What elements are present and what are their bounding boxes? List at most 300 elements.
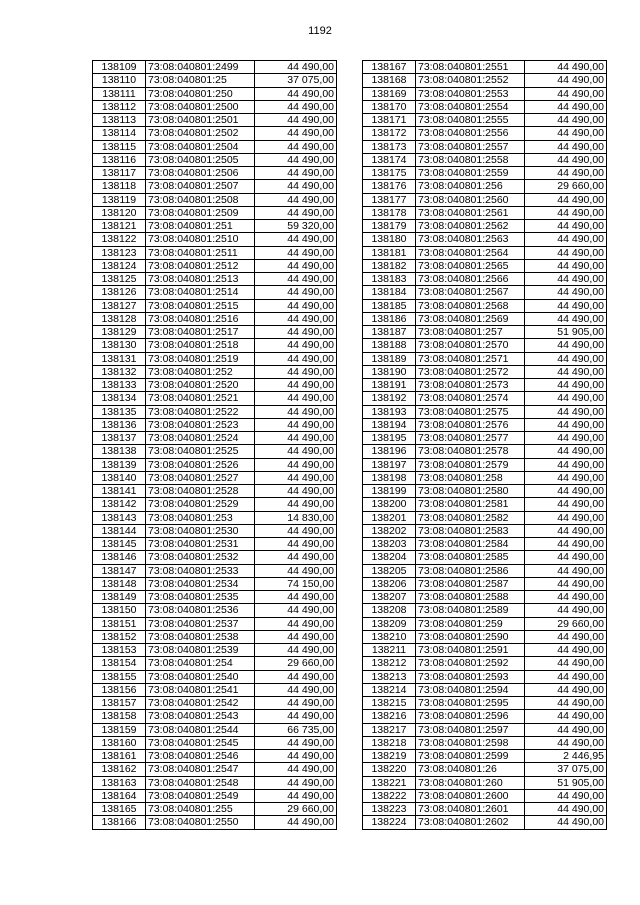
registry-table-left [92,60,337,830]
value-cell: 51 905,00 [525,776,607,789]
table-row [363,644,607,657]
table-row [93,657,337,670]
table-row [363,273,607,286]
table-row [93,524,337,537]
row-number-cell: 138221 [363,776,416,789]
row-number-cell: 138217 [363,723,416,736]
value-cell: 44 490,00 [525,233,607,246]
table-row [93,167,337,180]
value-cell: 44 490,00 [255,312,337,325]
row-number-cell: 138150 [93,604,146,617]
cadastral-number-cell: 73:08:040801:259 [416,617,525,630]
table-row [93,286,337,299]
row-number-cell: 138162 [93,763,146,776]
table-row [363,551,607,564]
row-number-cell: 138159 [93,723,146,736]
table-row [363,723,607,736]
table-row [363,445,607,458]
table-row [363,697,607,710]
table-row [93,485,337,498]
row-number-cell: 138185 [363,299,416,312]
cadastral-number-cell: 73:08:040801:2592 [416,657,525,670]
row-number-cell: 138145 [93,538,146,551]
table-row [93,683,337,696]
table-row [363,339,607,352]
cadastral-number-cell: 73:08:040801:2585 [416,551,525,564]
value-cell: 44 490,00 [525,657,607,670]
value-cell: 66 735,00 [255,723,337,736]
value-cell: 44 490,00 [255,167,337,180]
table-row [363,100,607,113]
value-cell: 44 490,00 [525,352,607,365]
cadastral-number-cell: 73:08:040801:2516 [146,312,255,325]
row-number-cell: 138210 [363,630,416,643]
row-number-cell: 138188 [363,339,416,352]
cadastral-number-cell: 73:08:040801:254 [146,657,255,670]
value-cell: 44 490,00 [255,670,337,683]
table-row [93,312,337,325]
cadastral-number-cell: 73:08:040801:2565 [416,259,525,272]
cadastral-number-cell: 73:08:040801:2547 [146,763,255,776]
cadastral-number-cell: 73:08:040801:2501 [146,114,255,127]
cadastral-number-cell: 73:08:040801:2528 [146,485,255,498]
registry-table-right [362,60,607,830]
row-number-cell: 138216 [363,710,416,723]
value-cell: 44 490,00 [255,365,337,378]
table-row [363,352,607,365]
table-row [363,803,607,816]
row-number-cell: 138118 [93,180,146,193]
cadastral-number-cell: 73:08:040801:2563 [416,233,525,246]
table-row [93,392,337,405]
table-row [363,471,607,484]
cadastral-number-cell: 73:08:040801:2564 [416,246,525,259]
table-row [93,723,337,736]
row-number-cell: 138151 [93,617,146,630]
page-number: 1192 [308,25,332,37]
row-number-cell: 138125 [93,273,146,286]
cadastral-number-cell: 73:08:040801:257 [416,326,525,339]
value-cell: 44 490,00 [525,153,607,166]
cadastral-number-cell: 73:08:040801:2519 [146,352,255,365]
cadastral-number-cell: 73:08:040801:2591 [416,644,525,657]
cadastral-number-cell: 73:08:040801:2576 [416,418,525,431]
table-row [93,577,337,590]
cadastral-number-cell: 73:08:040801:2597 [416,723,525,736]
table-row [93,538,337,551]
row-number-cell: 138127 [93,299,146,312]
cadastral-number-cell: 73:08:040801:2549 [146,789,255,802]
cadastral-number-cell: 73:08:040801:2593 [416,670,525,683]
cadastral-number-cell: 73:08:040801:2551 [416,61,525,74]
cadastral-number-cell: 73:08:040801:251 [146,220,255,233]
cadastral-number-cell: 73:08:040801:2502 [146,127,255,140]
cadastral-number-cell: 73:08:040801:2533 [146,564,255,577]
table-row [93,670,337,683]
cadastral-number-cell: 73:08:040801:2561 [416,206,525,219]
cadastral-number-cell: 73:08:040801:2599 [416,750,525,763]
table-row [93,365,337,378]
table-row [363,233,607,246]
value-cell: 44 490,00 [255,273,337,286]
table-row [93,418,337,431]
table-row [93,127,337,140]
cadastral-number-cell: 73:08:040801:2507 [146,180,255,193]
value-cell: 44 490,00 [255,498,337,511]
value-cell: 44 490,00 [525,789,607,802]
row-number-cell: 138199 [363,485,416,498]
row-number-cell: 138158 [93,710,146,723]
row-number-cell: 138219 [363,750,416,763]
row-number-cell: 138214 [363,683,416,696]
value-cell: 44 490,00 [525,379,607,392]
table-row [93,339,337,352]
cadastral-number-cell: 73:08:040801:2559 [416,167,525,180]
row-number-cell: 138166 [93,816,146,829]
row-number-cell: 138140 [93,471,146,484]
row-number-cell: 138142 [93,498,146,511]
table-row [93,445,337,458]
cadastral-number-cell: 73:08:040801:2583 [416,524,525,537]
value-cell: 44 490,00 [525,206,607,219]
row-number-cell: 138212 [363,657,416,670]
cadastral-number-cell: 73:08:040801:2545 [146,736,255,749]
cadastral-number-cell: 73:08:040801:2512 [146,259,255,272]
value-cell: 44 490,00 [525,471,607,484]
table-row [93,564,337,577]
table-row [93,74,337,87]
cadastral-number-cell: 73:08:040801:2524 [146,432,255,445]
row-number-cell: 138152 [93,630,146,643]
row-number-cell: 138160 [93,736,146,749]
table-row [363,127,607,140]
table-row [93,299,337,312]
value-cell: 44 490,00 [525,816,607,829]
cadastral-number-cell: 73:08:040801:2602 [416,816,525,829]
cadastral-number-cell: 73:08:040801:2515 [146,299,255,312]
value-cell: 44 490,00 [525,418,607,431]
value-cell: 44 490,00 [525,365,607,378]
row-number-cell: 138182 [363,259,416,272]
table-row [363,114,607,127]
value-cell: 44 490,00 [525,551,607,564]
row-number-cell: 138141 [93,485,146,498]
cadastral-number-cell: 73:08:040801:2530 [146,524,255,537]
cadastral-number-cell: 73:08:040801:2568 [416,299,525,312]
table-row [93,644,337,657]
value-cell: 44 490,00 [525,604,607,617]
table-row [93,246,337,259]
table-row [93,352,337,365]
cadastral-number-cell: 73:08:040801:2540 [146,670,255,683]
row-number-cell: 138171 [363,114,416,127]
cadastral-number-cell: 73:08:040801:2536 [146,604,255,617]
row-number-cell: 138167 [363,61,416,74]
row-number-cell: 138143 [93,511,146,524]
table-row [93,180,337,193]
row-number-cell: 138164 [93,789,146,802]
value-cell: 44 490,00 [525,697,607,710]
value-cell: 44 490,00 [255,246,337,259]
row-number-cell: 138172 [363,127,416,140]
table-row [363,392,607,405]
cadastral-number-cell: 73:08:040801:2542 [146,697,255,710]
table-row [363,259,607,272]
row-number-cell: 138195 [363,432,416,445]
value-cell: 44 490,00 [255,604,337,617]
row-number-cell: 138207 [363,591,416,604]
table-row [93,750,337,763]
cadastral-number-cell: 73:08:040801:2596 [416,710,525,723]
value-cell: 44 490,00 [525,670,607,683]
cadastral-number-cell: 73:08:040801:2535 [146,591,255,604]
row-number-cell: 138155 [93,670,146,683]
table-row [363,312,607,325]
cadastral-number-cell: 73:08:040801:2581 [416,498,525,511]
cadastral-number-cell: 73:08:040801:2560 [416,193,525,206]
row-number-cell: 138153 [93,644,146,657]
row-number-cell: 138208 [363,604,416,617]
row-number-cell: 138174 [363,153,416,166]
cadastral-number-cell: 73:08:040801:2598 [416,736,525,749]
value-cell: 44 490,00 [525,710,607,723]
row-number-cell: 138190 [363,365,416,378]
row-number-cell: 138137 [93,432,146,445]
cadastral-number-cell: 73:08:040801:2508 [146,193,255,206]
value-cell: 44 490,00 [255,432,337,445]
cadastral-number-cell: 73:08:040801:2506 [146,167,255,180]
value-cell: 44 490,00 [255,100,337,113]
cadastral-number-cell: 73:08:040801:2574 [416,392,525,405]
row-number-cell: 138200 [363,498,416,511]
table-row [363,206,607,219]
table-row [93,803,337,816]
table-row [93,458,337,471]
table-row [363,365,607,378]
cadastral-number-cell: 73:08:040801:2584 [416,538,525,551]
row-number-cell: 138138 [93,445,146,458]
cadastral-number-cell: 73:08:040801:2570 [416,339,525,352]
value-cell: 44 490,00 [525,392,607,405]
cadastral-number-cell: 73:08:040801:2527 [146,471,255,484]
table-row [93,140,337,153]
table-row [363,511,607,524]
row-number-cell: 138157 [93,697,146,710]
value-cell: 44 490,00 [525,246,607,259]
table-row [363,776,607,789]
cadastral-number-cell: 73:08:040801:255 [146,803,255,816]
value-cell: 44 490,00 [525,74,607,87]
value-cell: 44 490,00 [255,471,337,484]
cadastral-number-cell: 73:08:040801:2510 [146,233,255,246]
value-cell: 44 490,00 [525,286,607,299]
cadastral-number-cell: 73:08:040801:2513 [146,273,255,286]
row-number-cell: 138189 [363,352,416,365]
value-cell: 51 905,00 [525,326,607,339]
value-cell: 44 490,00 [255,485,337,498]
cadastral-number-cell: 73:08:040801:2572 [416,365,525,378]
cadastral-number-cell: 73:08:040801:2526 [146,458,255,471]
row-number-cell: 138173 [363,140,416,153]
cadastral-number-cell: 73:08:040801:2521 [146,392,255,405]
value-cell: 74 150,00 [255,577,337,590]
value-cell: 44 490,00 [255,776,337,789]
cadastral-number-cell: 73:08:040801:26 [416,763,525,776]
table-row [93,511,337,524]
value-cell: 44 490,00 [255,763,337,776]
value-cell: 44 490,00 [525,538,607,551]
table-row [363,87,607,100]
cadastral-number-cell: 73:08:040801:2594 [416,683,525,696]
value-cell: 44 490,00 [525,511,607,524]
value-cell: 44 490,00 [255,61,337,74]
row-number-cell: 138191 [363,379,416,392]
row-number-cell: 138165 [93,803,146,816]
row-number-cell: 138222 [363,789,416,802]
row-number-cell: 138111 [93,87,146,100]
table-row [363,577,607,590]
row-number-cell: 138146 [93,551,146,564]
value-cell: 44 490,00 [525,458,607,471]
value-cell: 44 490,00 [525,61,607,74]
table-row [93,471,337,484]
cadastral-number-cell: 73:08:040801:2590 [416,630,525,643]
row-number-cell: 138126 [93,286,146,299]
row-number-cell: 138179 [363,220,416,233]
row-number-cell: 138180 [363,233,416,246]
table-row [93,379,337,392]
value-cell: 44 490,00 [255,644,337,657]
value-cell: 44 490,00 [525,683,607,696]
table-row [93,153,337,166]
cadastral-number-cell: 73:08:040801:2517 [146,326,255,339]
cadastral-number-cell: 73:08:040801:2509 [146,206,255,219]
cadastral-number-cell: 73:08:040801:2582 [416,511,525,524]
table-row [93,100,337,113]
row-number-cell: 138149 [93,591,146,604]
table-row [93,259,337,272]
row-number-cell: 138123 [93,246,146,259]
value-cell: 44 490,00 [255,392,337,405]
cadastral-number-cell: 73:08:040801:2569 [416,312,525,325]
table-row [363,604,607,617]
row-number-cell: 138129 [93,326,146,339]
cadastral-number-cell: 73:08:040801:2504 [146,140,255,153]
value-cell: 44 490,00 [525,273,607,286]
table-row [363,763,607,776]
cadastral-number-cell: 73:08:040801:2546 [146,750,255,763]
table-row [363,524,607,537]
cadastral-number-cell: 73:08:040801:2505 [146,153,255,166]
table-row [363,193,607,206]
value-cell: 44 490,00 [525,644,607,657]
value-cell: 44 490,00 [255,193,337,206]
row-number-cell: 138201 [363,511,416,524]
cadastral-number-cell: 73:08:040801:2578 [416,445,525,458]
row-number-cell: 138135 [93,405,146,418]
value-cell: 44 490,00 [255,326,337,339]
row-number-cell: 138176 [363,180,416,193]
row-number-cell: 138178 [363,206,416,219]
row-number-cell: 138177 [363,193,416,206]
row-number-cell: 138161 [93,750,146,763]
cadastral-number-cell: 73:08:040801:256 [416,180,525,193]
cadastral-number-cell: 73:08:040801:2557 [416,140,525,153]
cadastral-number-cell: 73:08:040801:2525 [146,445,255,458]
row-number-cell: 138154 [93,657,146,670]
value-cell: 44 490,00 [525,127,607,140]
row-number-cell: 138170 [363,100,416,113]
table-row [93,763,337,776]
value-cell: 29 660,00 [255,803,337,816]
value-cell: 44 490,00 [525,167,607,180]
value-cell: 44 490,00 [525,630,607,643]
cadastral-number-cell: 73:08:040801:2541 [146,683,255,696]
row-number-cell: 138209 [363,617,416,630]
row-number-cell: 138156 [93,683,146,696]
value-cell: 44 490,00 [255,299,337,312]
row-number-cell: 138169 [363,87,416,100]
cadastral-number-cell: 73:08:040801:2580 [416,485,525,498]
value-cell: 59 320,00 [255,220,337,233]
table-row [363,710,607,723]
table-row [93,789,337,802]
cadastral-number-cell: 73:08:040801:2552 [416,74,525,87]
value-cell: 44 490,00 [255,538,337,551]
table-row [363,591,607,604]
row-number-cell: 138224 [363,816,416,829]
cadastral-number-cell: 73:08:040801:2575 [416,405,525,418]
row-number-cell: 138122 [93,233,146,246]
cadastral-number-cell: 73:08:040801:2577 [416,432,525,445]
value-cell: 44 490,00 [255,259,337,272]
row-number-cell: 138196 [363,445,416,458]
value-cell: 44 490,00 [525,564,607,577]
row-number-cell: 138148 [93,577,146,590]
table-row [363,485,607,498]
table-row [363,74,607,87]
row-number-cell: 138121 [93,220,146,233]
value-cell: 44 490,00 [525,220,607,233]
value-cell: 44 490,00 [255,405,337,418]
row-number-cell: 138206 [363,577,416,590]
table-row [93,220,337,233]
cadastral-number-cell: 73:08:040801:253 [146,511,255,524]
row-number-cell: 138193 [363,405,416,418]
row-number-cell: 138218 [363,736,416,749]
row-number-cell: 138203 [363,538,416,551]
cadastral-number-cell: 73:08:040801:2558 [416,153,525,166]
value-cell: 44 490,00 [525,498,607,511]
cadastral-number-cell: 73:08:040801:2518 [146,339,255,352]
row-number-cell: 138211 [363,644,416,657]
cadastral-number-cell: 73:08:040801:2586 [416,564,525,577]
row-number-cell: 138144 [93,524,146,537]
row-number-cell: 138116 [93,153,146,166]
table-row [93,591,337,604]
table-row [93,273,337,286]
row-number-cell: 138124 [93,259,146,272]
value-cell: 29 660,00 [525,180,607,193]
value-cell: 2 446,95 [525,750,607,763]
cadastral-number-cell: 73:08:040801:260 [416,776,525,789]
value-cell: 14 830,00 [255,511,337,524]
row-number-cell: 138128 [93,312,146,325]
row-number-cell: 138136 [93,418,146,431]
cadastral-number-cell: 73:08:040801:2520 [146,379,255,392]
row-number-cell: 138133 [93,379,146,392]
value-cell: 44 490,00 [255,286,337,299]
